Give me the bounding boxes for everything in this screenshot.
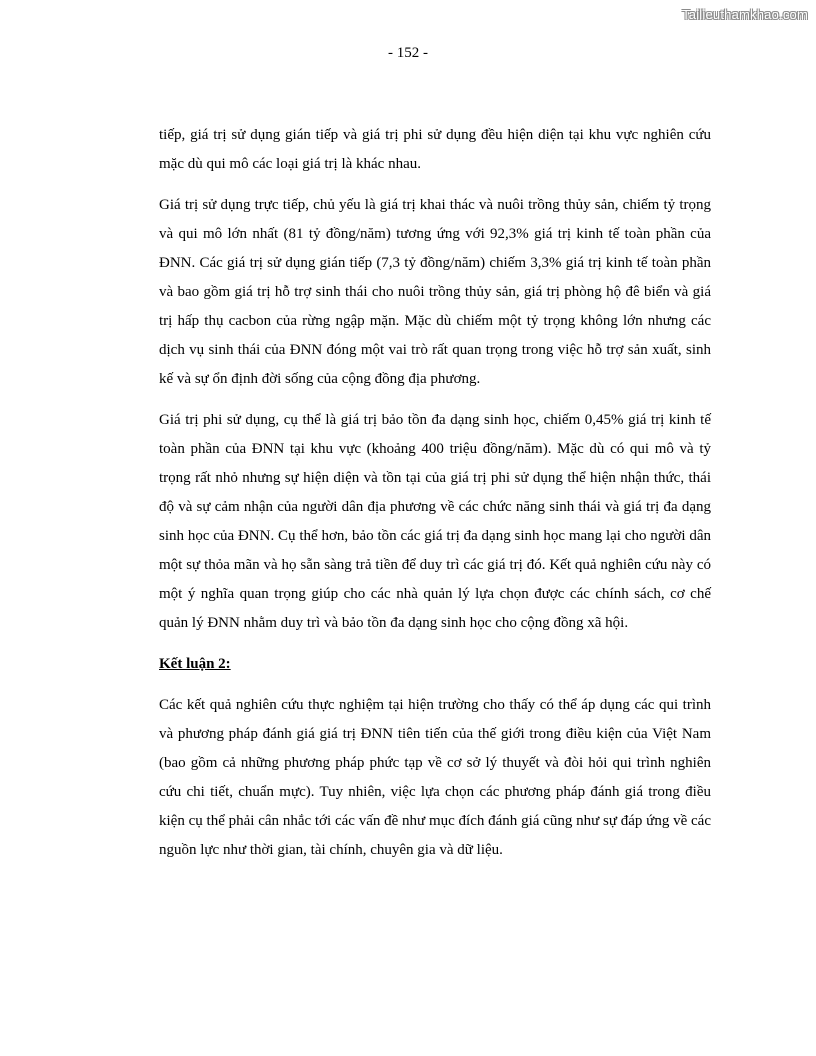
paragraph-1: tiếp, giá trị sử dụng gián tiếp và giá trị phi sử dụng đều hiện diện tại khu vực nghiên cứu mặc dù qui mô các loại giá trị là khác nhau. [159, 127, 711, 172]
document-body [159, 121, 711, 877]
section-heading: Kết luận 2: [159, 656, 231, 672]
watermark: Tailieuthamkhao.com [682, 7, 808, 22]
paragraph-2: Giá trị sử dụng trực tiếp, chủ yếu là giá trị khai thác và nuôi trồng thủy sản, chiếm tỷ trọng và qui mô lớn nhất (81 tỷ đồng/năm) tương ứng với 92,3% giá trị kinh tế toàn phần của ĐNN. Các giá trị sử dụng gián tiếp (7,3 tỷ đồng/năm) chiếm 3,3% giá trị kinh tế toàn phần và bao gồm giá trị hỗ trợ sinh thái cho nuôi trồng thủy sản, giá trị phòng hộ đê biển và giá trị hấp thụ cacbon của rừng ngập mặn. Mặc dù chiếm một tỷ trọng không lớn nhưng các dịch vụ sinh thái của ĐNN đóng một vai trò rất quan trọng trong việc hỗ trợ sản xuất, sinh kế và sự ổn định đời sống của cộng đồng địa phương. [159, 197, 711, 387]
page-number: - 152 - [388, 45, 428, 61]
paragraph-4: Các kết quả nghiên cứu thực nghiệm tại hiện trường cho thấy có thể áp dụng các qui trình và phương pháp đánh giá giá trị ĐNN tiên tiến của thế giới trong điều kiện của Việt Nam (bao gồm cả những phương pháp phức tạp về cơ sở lý thuyết và đòi hỏi qui trình nghiên cứu chi tiết, chuẩn mực). Tuy nhiên, việc lựa chọn các phương pháp đánh giá trong điều kiện cụ thể phải cân nhắc tới các vấn đề như mục đích đánh giá cũng như sự đáp ứng về các nguồn lực như thời gian, tài chính, chuyên gia và dữ liệu. [159, 697, 711, 858]
paragraph-3: Giá trị phi sử dụng, cụ thể là giá trị bảo tồn đa dạng sinh học, chiếm 0,45% giá trị kinh tế toàn phần của ĐNN tại khu vực (khoảng 400 triệu đồng/năm). Mặc dù có qui mô và tỷ trọng rất nhỏ nhưng sự hiện diện và tồn tại của giá trị phi sử dụng thể hiện nhận thức, thái độ và sự cảm nhận của người dân địa phương về các chức năng sinh thái và giá trị đa dạng sinh học của ĐNN. Cụ thể hơn, bảo tồn các giá trị đa dạng sinh học mang lại cho người dân một sự thỏa mãn và họ sẵn sàng trả tiền để duy trì các giá trị đó. Kết quả nghiên cứu này có một ý nghĩa quan trọng giúp cho các nhà quản lý lựa chọn được các chính sách, cơ chế quản lý ĐNN nhằm duy trì và bảo tồn đa dạng sinh học cho cộng đồng xã hội. [159, 412, 711, 631]
